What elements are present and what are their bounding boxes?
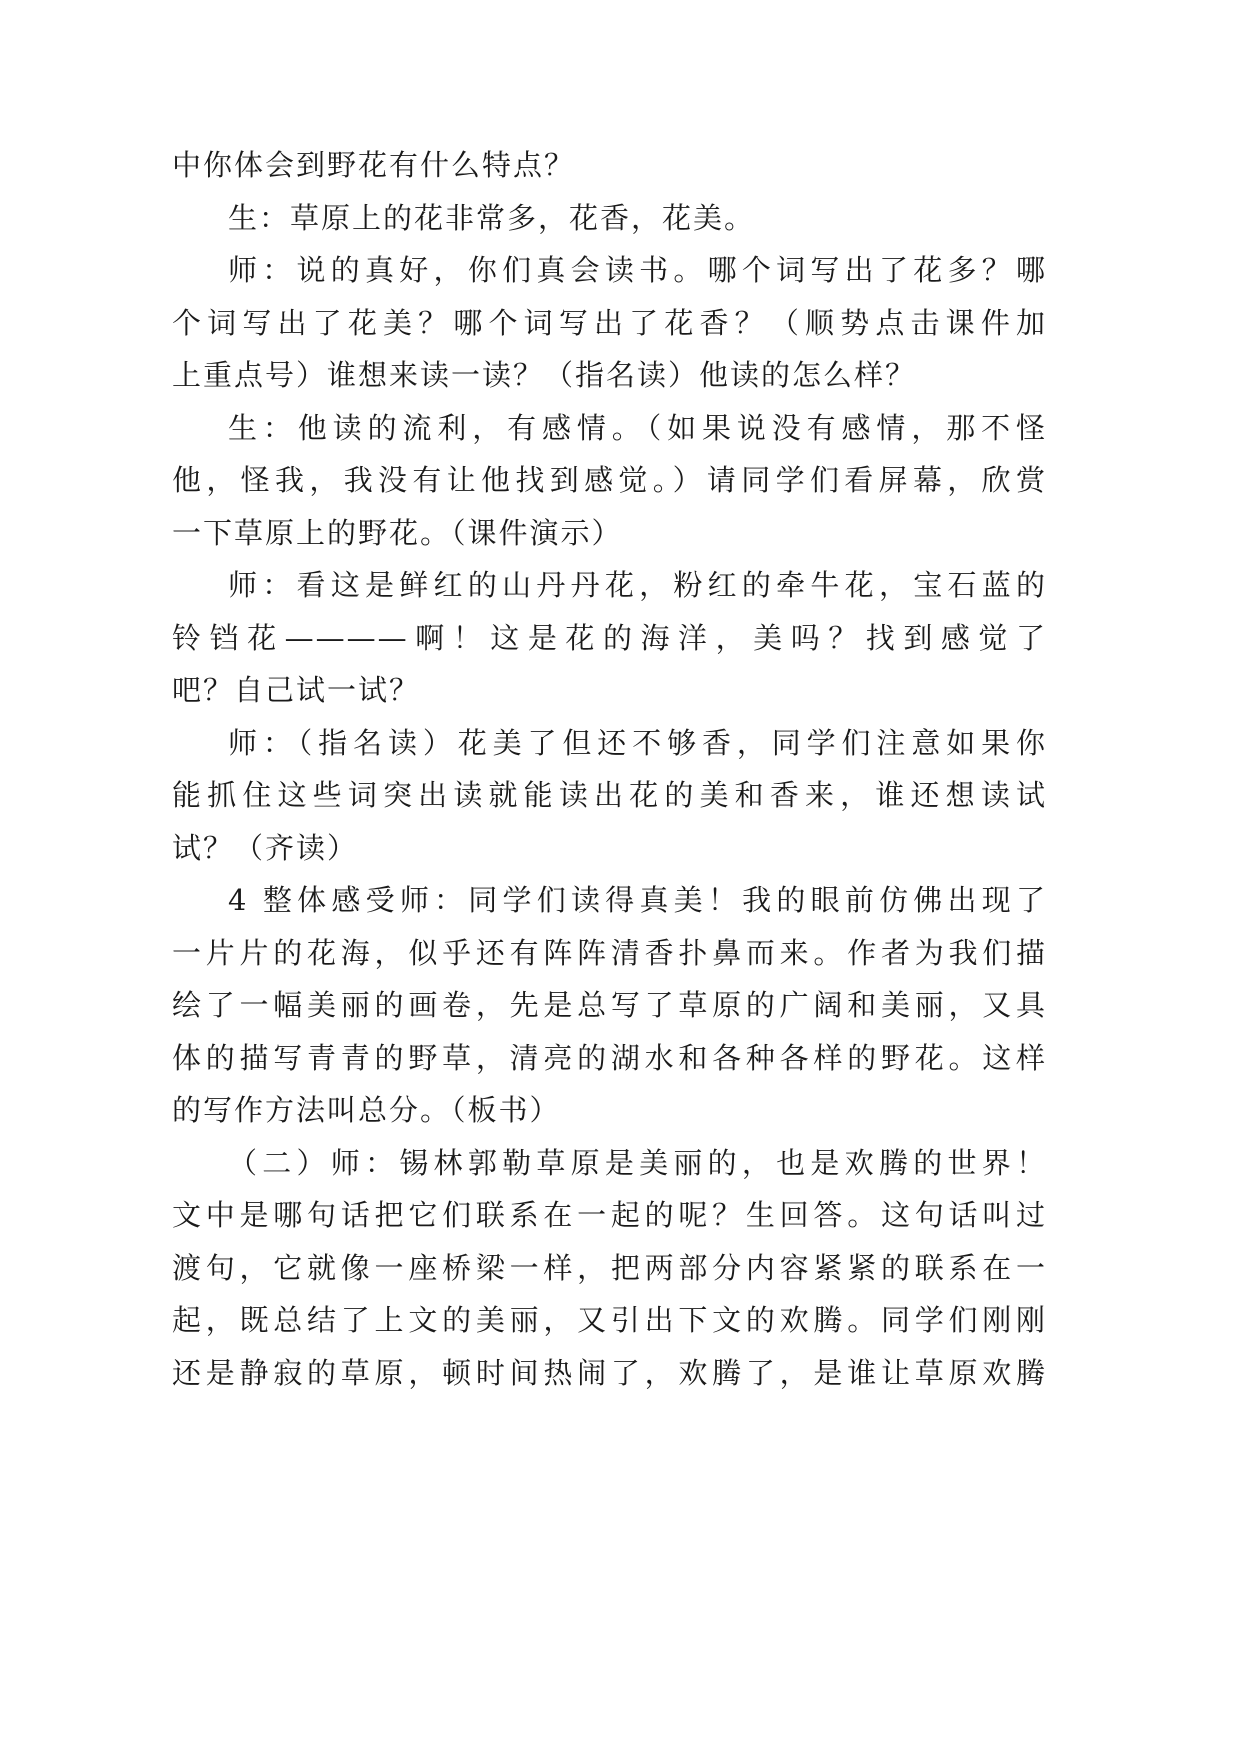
text-line: 个词写出了花美？哪个词写出了花香？（顺势点击课件加 — [172, 305, 1047, 340]
text-line: 生：他读的流利，有感情。（如果说没有感情，那不怪 — [228, 410, 1047, 445]
paragraph — [172, 874, 1047, 1137]
text-line: 师：说的真好，你们真会读书。哪个词写出了花多？哪 — [228, 253, 1047, 287]
paragraph — [172, 1137, 1047, 1400]
text-line: 师：看这是鲜红的山丹丹花，粉红的牵牛花，宝石蓝的 — [228, 568, 1047, 602]
paragraph — [172, 139, 1047, 192]
text-line: 文中是哪句话把它们联系在一起的呢？生回答。这句话叫过 — [172, 1198, 1047, 1232]
text-line: 生：草原上的花非常多，花香，花美。 — [228, 200, 756, 235]
text-line: 一片片的花海，似乎还有阵阵清香扑鼻而来。作者为我们描 — [172, 935, 1047, 970]
paragraph — [172, 192, 1047, 245]
paragraph — [172, 717, 1047, 875]
text-line: 吧？自己试一试？ — [172, 673, 421, 707]
text-line: 一下草原上的野花。（课件演示） — [172, 515, 623, 550]
text-line: 4 整体感受师：同学们读得真美！我的眼前仿佛出现了 — [228, 883, 1047, 917]
text-line: 能抓住这些词突出读就能读出花的美和香来，谁还想读试 — [172, 778, 1047, 812]
body-text — [172, 139, 1047, 1399]
text-line: 师：（指名读）花美了但还不够香，同学们注意如果你 — [228, 725, 1047, 760]
text-line: 还是静寂的草原，顿时间热闹了，欢腾了，是谁让草原欢腾 — [172, 1355, 1047, 1390]
paragraph — [172, 559, 1047, 717]
text-line: 绘了一幅美丽的画卷，先是总写了草原的广阔和美丽，又具 — [172, 988, 1047, 1022]
text-line: 铃铛花————啊！这是花的海洋，美吗？找到感觉了 — [172, 620, 1047, 655]
text-line: 体的描写青青的野草，清亮的湖水和各种各样的野花。这样 — [172, 1040, 1047, 1075]
text-line: 的写作方法叫总分。（板书） — [172, 1093, 561, 1127]
text-line: 上重点号）谁想来读一读？（指名读）他读的怎么样？ — [172, 358, 917, 392]
text-line: 他，怪我，我没有让他找到感觉。）请同学们看屏幕，欣赏 — [172, 463, 1047, 497]
text-line: 渡句，它就像一座桥梁一样，把两部分内容紧紧的联系在一 — [172, 1250, 1047, 1285]
text-line: （二）师：锡林郭勒草原是美丽的，也是欢腾的世界！ — [228, 1145, 1047, 1180]
paragraph — [172, 402, 1047, 560]
text-line: 起，既总结了上文的美丽，又引出下文的欢腾。同学们刚刚 — [172, 1303, 1047, 1337]
paragraph — [172, 244, 1047, 402]
text-line: 试？（齐读） — [172, 830, 359, 865]
text-line: 中你体会到野花有什么特点？ — [172, 148, 576, 182]
